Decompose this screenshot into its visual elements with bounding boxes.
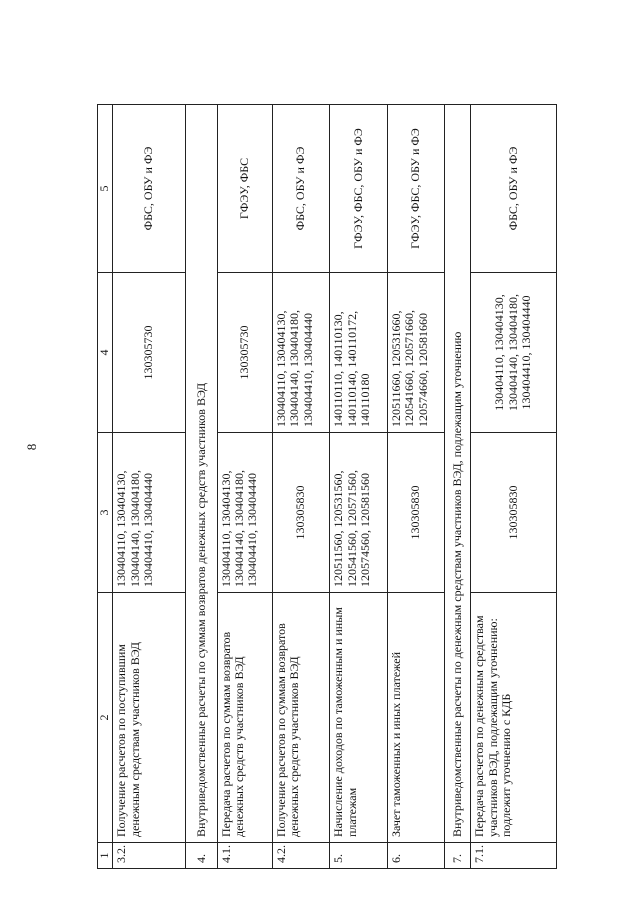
debit-accounts: 130305830 (272, 433, 329, 593)
section-title: Внутриведомственные расчеты по суммам возвратов денежных средств участников ВЭД (186, 105, 217, 843)
table-row (471, 105, 557, 869)
responsible-units: ГФЭУ, ФБС, ОБУ и ФЭ (330, 105, 387, 273)
column-header: 5 (98, 105, 113, 273)
responsible-units: ГФЭУ, ФБС (217, 105, 272, 273)
row-number: 5. (330, 843, 387, 869)
operation-note: подлежит уточнению с КДБ (499, 693, 514, 837)
row-number: 7.1. (471, 843, 557, 869)
operation-name: Передача расчетов по суммам возвратов денежных средств участников ВЭД (217, 593, 272, 843)
operation-text: Передача расчетов по денежным средствам участников ВЭД, подлежащим уточнению: (472, 615, 500, 837)
row-number: 4.2. (272, 843, 329, 869)
row-number: 6. (387, 843, 444, 869)
column-header: 1 (98, 843, 113, 869)
page-number: 8 (24, 443, 39, 451)
operation-name: Начисление доходов по таможенным и иным платежам (330, 593, 387, 843)
responsible-units: ФБС, ОБУ и ФЭ (471, 105, 557, 273)
accounting-table (97, 104, 557, 869)
row-number: 7. (445, 843, 471, 869)
credit-accounts: 130305730 (217, 273, 272, 433)
table-row (272, 105, 329, 869)
responsible-units: ФБС, ОБУ и ФЭ (113, 105, 186, 273)
debit-accounts: 120511560, 120531560, 120541560, 120571560, 120574560, 120581560 (330, 433, 387, 593)
table-row (217, 105, 272, 869)
debit-accounts: 130305830 (471, 433, 557, 593)
credit-accounts: 120511660, 120531660, 120541660, 120571660, 120574660, 120581660 (387, 273, 444, 433)
section-row (445, 105, 471, 869)
operation-name: Зачет таможенных и иных платежей (387, 593, 444, 843)
operation-name: Получение расчетов по суммам возвратов денежных средств участников ВЭД (272, 593, 329, 843)
responsible-units: ФБС, ОБУ и ФЭ (272, 105, 329, 273)
debit-accounts: 130404110, 130404130, 130404140, 130404180, 130404410, 130404440 (217, 433, 272, 593)
column-header: 3 (98, 433, 113, 593)
section-row (186, 105, 217, 869)
credit-accounts: 140110110, 140110130, 140110140, 140110172, 140110180 (330, 273, 387, 433)
row-number: 4. (186, 843, 217, 869)
header-row (98, 105, 113, 869)
debit-accounts: 130305830 (387, 433, 444, 593)
credit-accounts: 130404110, 130404130, 130404140, 130404180, 130404410, 130404440 (471, 273, 557, 433)
row-number: 3.2. (113, 843, 186, 869)
table-row (113, 105, 186, 869)
column-header: 2 (98, 593, 113, 843)
credit-accounts: 130404110, 130404130, 130404140, 130404180, 130404410, 130404440 (272, 273, 329, 433)
debit-accounts: 130404110, 130404130, 130404140, 130404180, 130404410, 130404440 (113, 433, 186, 593)
rotated-table-wrapper (97, 105, 557, 869)
responsible-units: ГФЭУ, ФБС, ОБУ и ФЭ (387, 105, 444, 273)
row-number: 4.1. (217, 843, 272, 869)
operation-name (471, 593, 557, 843)
column-header: 4 (98, 273, 113, 433)
credit-accounts: 130305730 (113, 273, 186, 433)
table-row (387, 105, 444, 869)
section-title: Внутриведомственные расчеты по денежным средствам участников ВЭД, подлежащим уточнению (445, 105, 471, 843)
operation-name: Получение расчетов по поступившим денежным средствам участников ВЭД (113, 593, 186, 843)
table-row (330, 105, 387, 869)
